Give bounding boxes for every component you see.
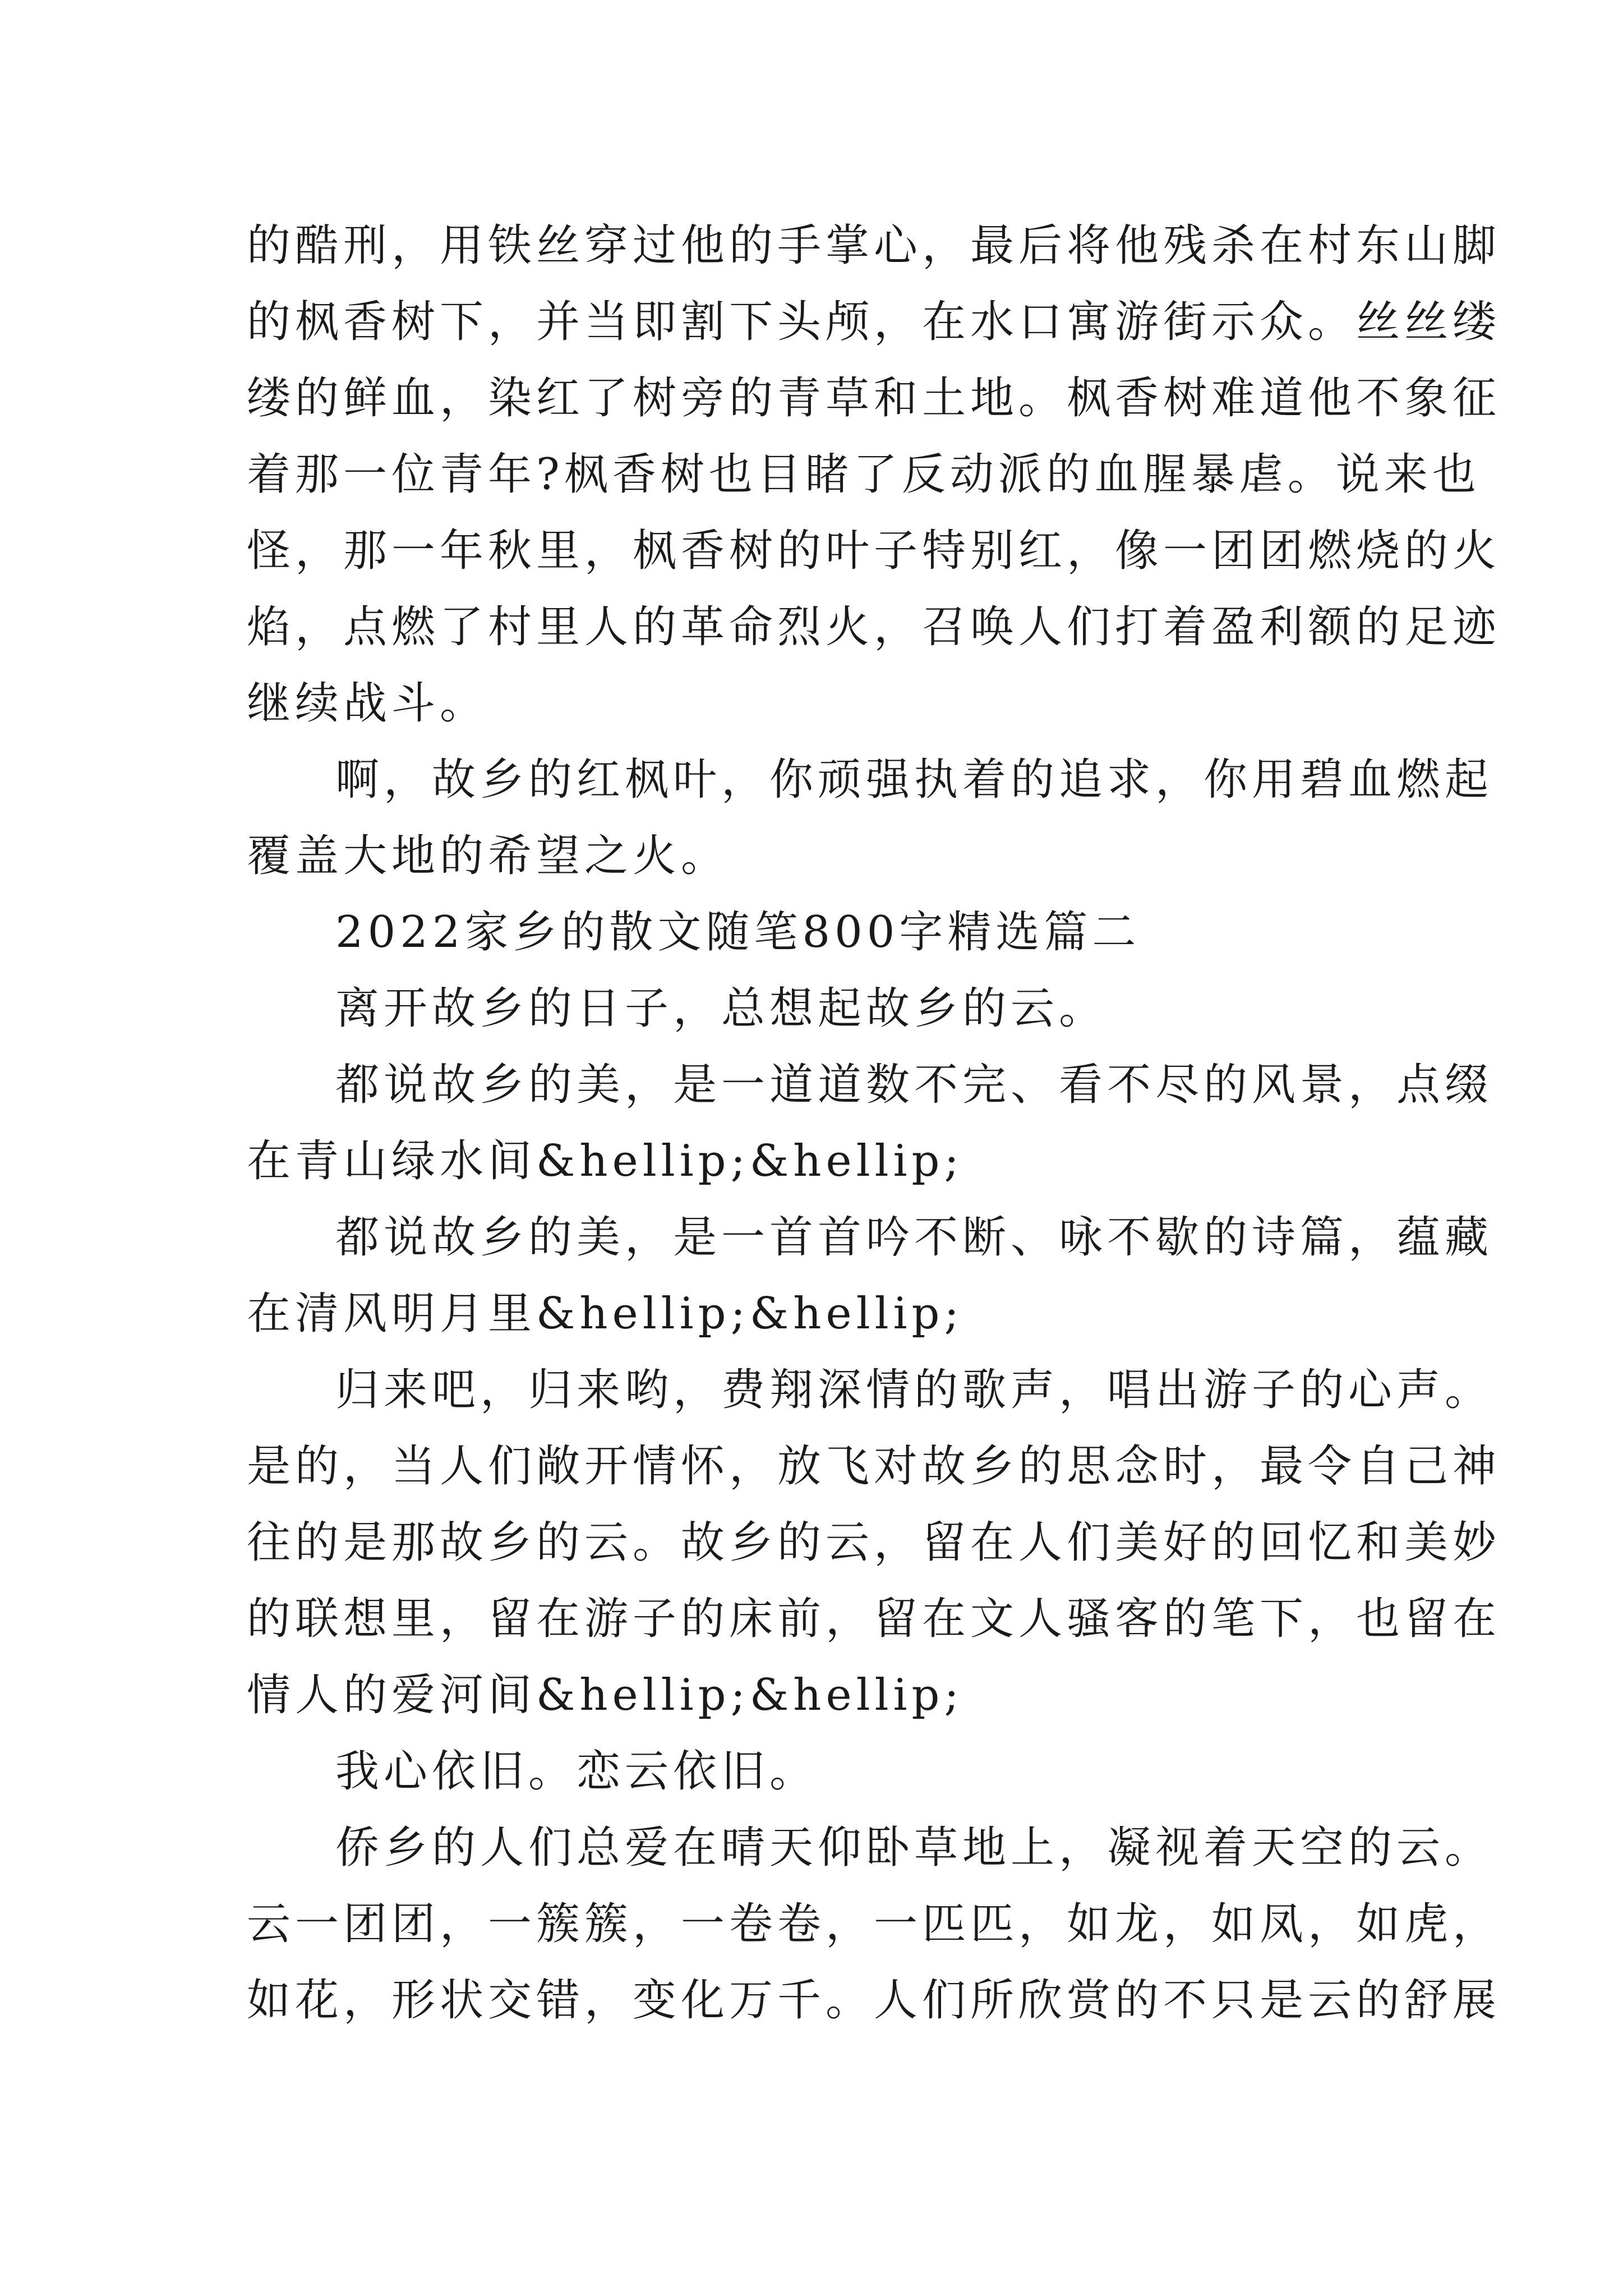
article-body	[247, 208, 1501, 2039]
text-line: 着那一位青年?枫香树也目睹了反动派的血腥暴虐。说来也	[247, 449, 1481, 500]
text-line: 在青山绿水间&hellip;&hellip;	[247, 1136, 963, 1186]
text-line: 在清风明月里&hellip;&hellip;	[247, 1289, 963, 1339]
text-line: 如花，形状交错，变化万千。人们所欣赏的不只是云的舒展	[247, 1975, 1501, 2026]
text-line: 覆盖大地的希望之火。	[247, 831, 730, 881]
paragraph-start-line: 啊，故乡的红枫叶，你顽强执着的追求，你用碧血燃起	[335, 754, 1493, 805]
text-line: 怪，那一年秋里，枫香树的叶子特别红，像一团团燃烧的火	[247, 526, 1501, 576]
paragraph-start-line: 归来吧，归来哟，费翔深情的歌声，唱出游子的心声。	[335, 1365, 1493, 1415]
paragraph-start-line: 都说故乡的美，是一道道数不完、看不尽的风景，点缀	[335, 1060, 1493, 1110]
text-line: 情人的爱河间&hellip;&hellip;	[247, 1670, 963, 1720]
paragraph-start-line: 我心依旧。恋云依旧。	[335, 1746, 818, 1797]
paragraph-start-line: 侨乡的人们总爱在晴天仰卧草地上，凝视着天空的云。	[335, 1823, 1493, 1873]
text-line: 是的，当人们敞开情怀，放飞对故乡的思念时，最令自己神	[247, 1441, 1501, 1492]
text-line: 云一团团，一簇簇，一卷卷，一匹匹，如龙，如凤，如虎，	[247, 1899, 1501, 1949]
text-line: 的枫香树下，并当即割下头颅，在水口寓游街示众。丝丝缕	[247, 297, 1501, 347]
text-line: 缕的鲜血，染红了树旁的青草和土地。枫香树难道他不象征	[247, 373, 1501, 424]
text-line: 的酷刑，用铁丝穿过他的手掌心，最后将他残杀在村东山脚	[247, 220, 1501, 271]
text-line: 的联想里，留在游子的床前，留在文人骚客的笔下，也留在	[247, 1594, 1501, 1644]
text-line: 往的是那故乡的云。故乡的云，留在人们美好的回忆和美妙	[247, 1517, 1501, 1568]
section-heading: 2022家乡的散文随笔800字精选篇二	[335, 907, 1141, 958]
paragraph-start-line: 离开故乡的日子，总想起故乡的云。	[335, 983, 1108, 1034]
text-line: 继续战斗。	[247, 678, 488, 729]
text-line: 焰，点燃了村里人的革命烈火，召唤人们打着盈利额的足迹	[247, 602, 1501, 652]
paragraph-start-line: 都说故乡的美，是一首首吟不断、咏不歇的诗篇，蕴藏	[335, 1212, 1493, 1263]
